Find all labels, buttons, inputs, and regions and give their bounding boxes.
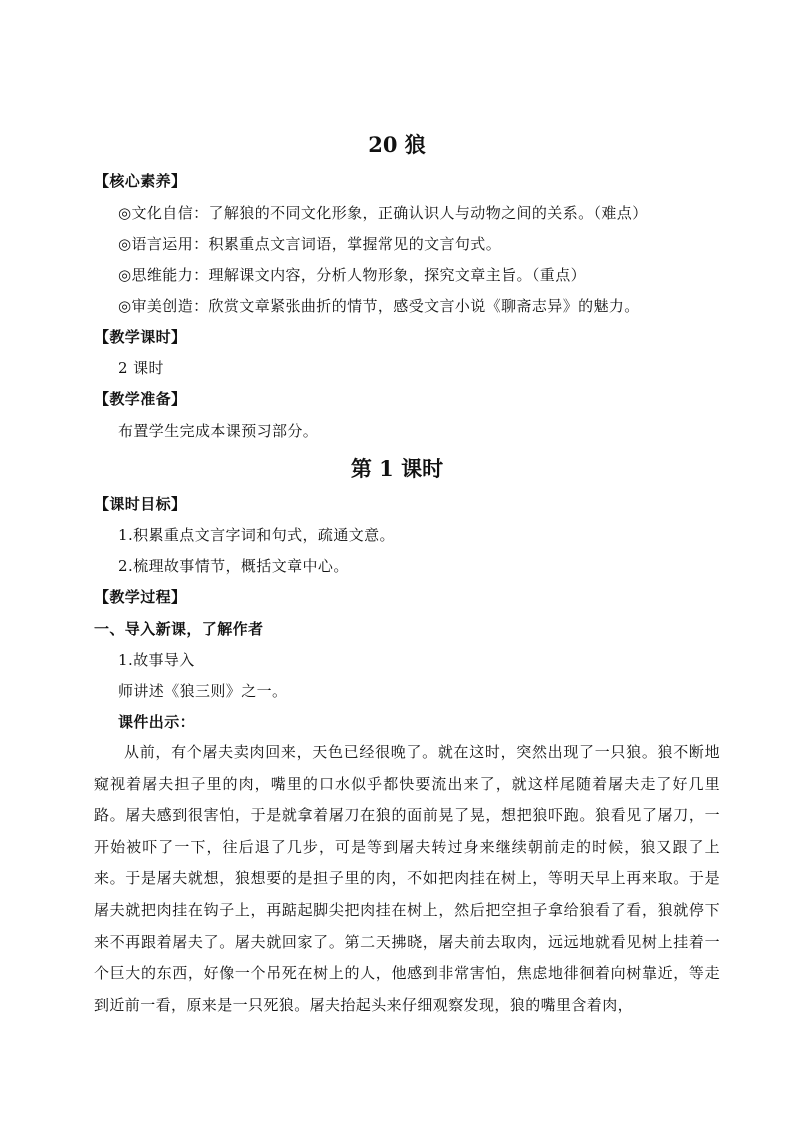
core-literacy-heading: 【核心素养】 <box>94 172 187 190</box>
step-text: 师讲述《狼三则》之一。 <box>118 682 288 700</box>
core-literacy-item: ◎审美创造：欣赏文章紧张曲折的情节，感受文言小说《聊斋志异》的魅力。 <box>118 297 640 315</box>
core-literacy-item: ◎文化自信：了解狼的不同文化形象，正确认识人与动物之间的关系。（难点） <box>118 204 648 222</box>
lesson-title: 20 狼 <box>368 132 426 157</box>
story-paragraph: 从前，有个屠夫卖肉回来，天色已经很晚了。就在这时，突然出现了一只狼。狼不断地窥视着屠夫担子里的肉，嘴里的口水似乎都快要流出来了，就这样尾随着屠夫走了好几里路。屠夫感到很害怕，于是就拿着屠刀在狼的面前晃了晃，想把狼吓跑。狼看见了屠刀，一开始被吓了一下，往后退了几步，可是等到屠夫转过身来继续朝前走的时候，狼又跟了上来。于是屠夫就想，狼想要的是担子里的肉，不如把肉挂在树上，等明天早上再来取。于是屠夫就把肉挂在钩子上，再踮起脚尖把肉挂在树上，然后把空担子拿给狼看了看，狼就停下来不再跟着屠夫了。屠夫就回家了。第二天拂晓，屠夫前去取肉，远远地就看见树上挂着一个巨大的东西，好像一个吊死在树上的人，他感到非常害怕，焦虑地徘徊着向树靠近，等走到近前一看，原来是一只死狼。屠夫抬起头来仔细观察发现，狼的嘴里含着肉， <box>94 743 720 1014</box>
objective-item: 1.积累重点文言字词和句式，疏通文意。 <box>118 526 395 544</box>
objectives-heading: 【课时目标】 <box>94 495 187 513</box>
preparation-heading: 【教学准备】 <box>94 390 187 408</box>
courseware-label: 课件出示： <box>118 713 196 731</box>
process-heading: 【教学过程】 <box>94 588 187 606</box>
period-title: 第 1 课时 <box>350 456 444 481</box>
class-hours-heading: 【教学课时】 <box>94 328 187 346</box>
core-literacy-item: ◎语言运用：积累重点文言词语，掌握常见的文言句式。 <box>118 235 502 253</box>
class-hours-value: 2 课时 <box>118 359 164 377</box>
objective-item: 2.梳理故事情节，概括文章中心。 <box>118 557 349 575</box>
step-heading: 1.故事导入 <box>118 651 195 669</box>
preparation-value: 布置学生完成本课预习部分。 <box>118 422 319 440</box>
core-literacy-item: ◎思维能力：理解课文内容，分析人物形象，探究文章主旨。（重点） <box>118 266 586 284</box>
section-heading: 一、导入新课，了解作者 <box>94 620 264 638</box>
